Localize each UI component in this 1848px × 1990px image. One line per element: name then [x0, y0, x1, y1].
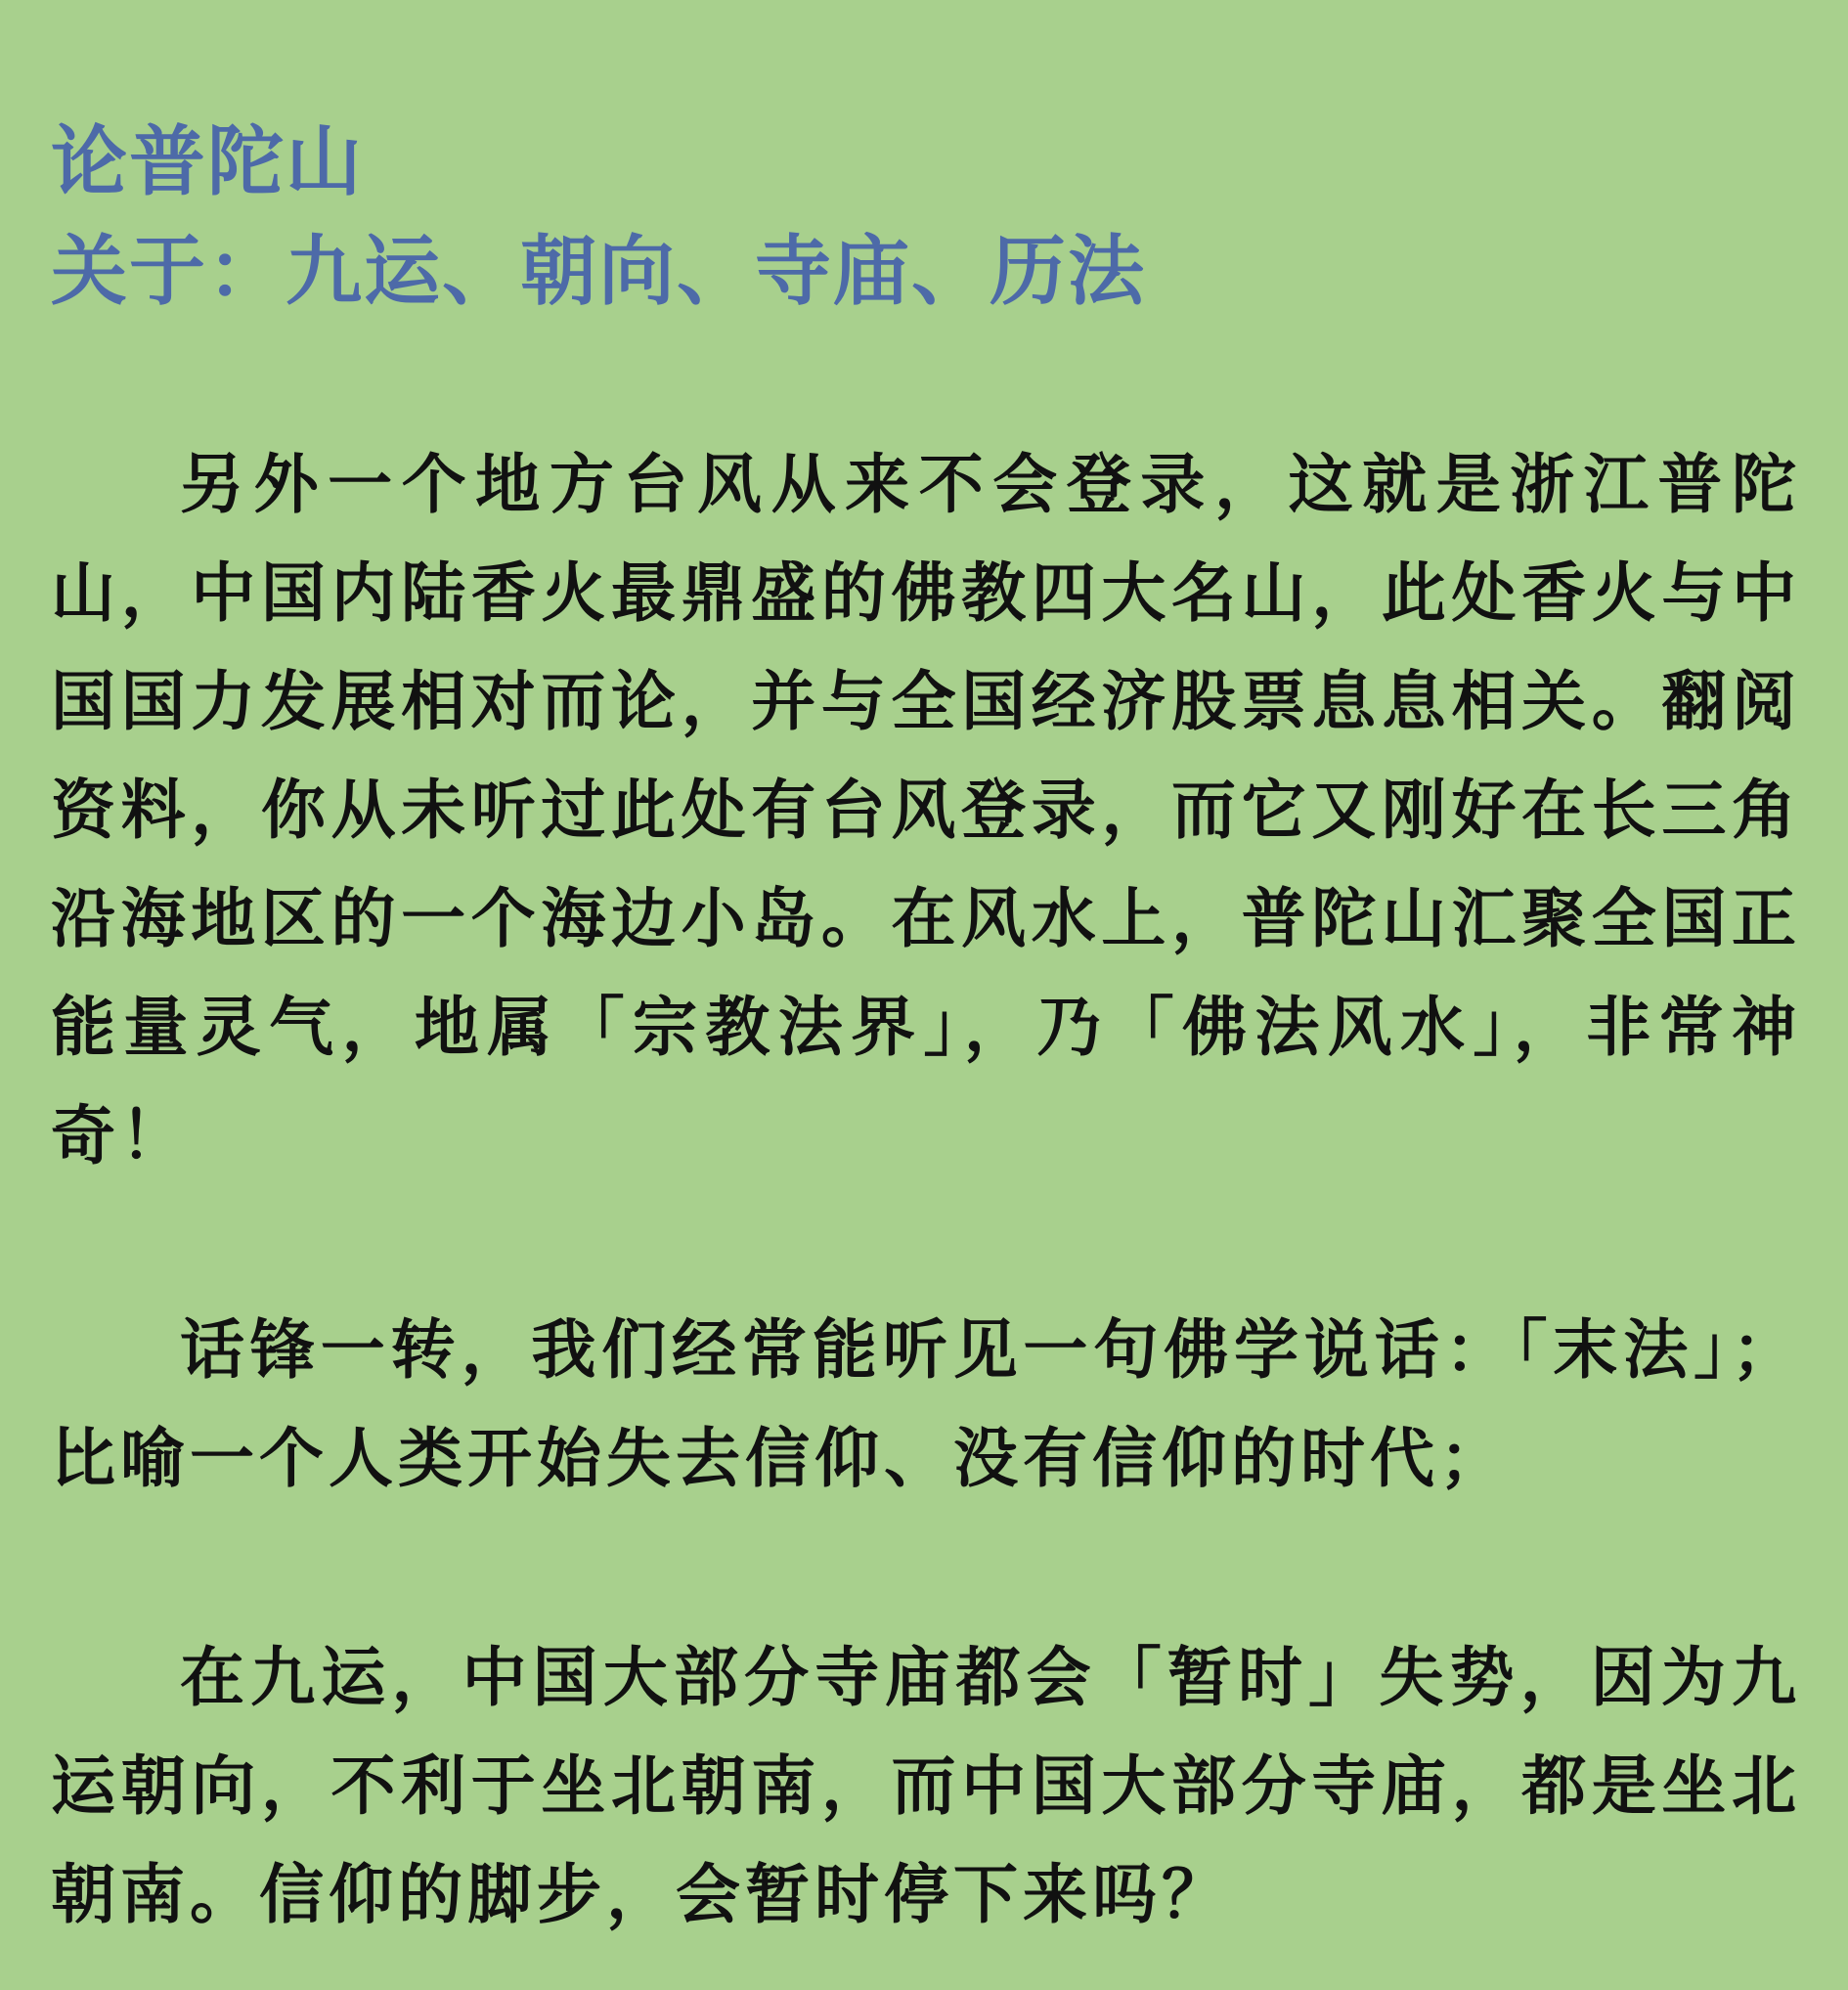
paragraph-2: 话锋一转，我们经常能听见一句佛学说话：「末法」；比喻一个人类开始失去信仰、没有信仰的时代；	[51, 1312, 1801, 1496]
document-page	[51, 108, 1801, 1932]
paragraph-3: 在九运，中国大部分寺庙都会「暂时」失势，因为九运朝向，不利于坐北朝南，而中国大部分寺庙，都是坐北朝南。信仰的脚步，会暂时停下来吗？	[51, 1640, 1801, 1932]
page-subtitle: 关于：九运、朝向、寺庙、历法	[51, 228, 1147, 316]
paragraph-1: 另外一个地方台风从来不会登录，这就是浙江普陀山，中国内陆香火最鼎盛的佛教四大名山，此处香火与中国国力发展相对而论，并与全国经济股票息息相关。翻阅资料，你从未听过此处有台风登录，而它又刚好在长三角沿海地区的一个海边小岛。在风水上，普陀山汇聚全国正能量灵气，地属「宗教法界」，乃「佛法风水」，非常神奇！	[51, 447, 1801, 1173]
page-title: 论普陀山	[51, 118, 365, 206]
